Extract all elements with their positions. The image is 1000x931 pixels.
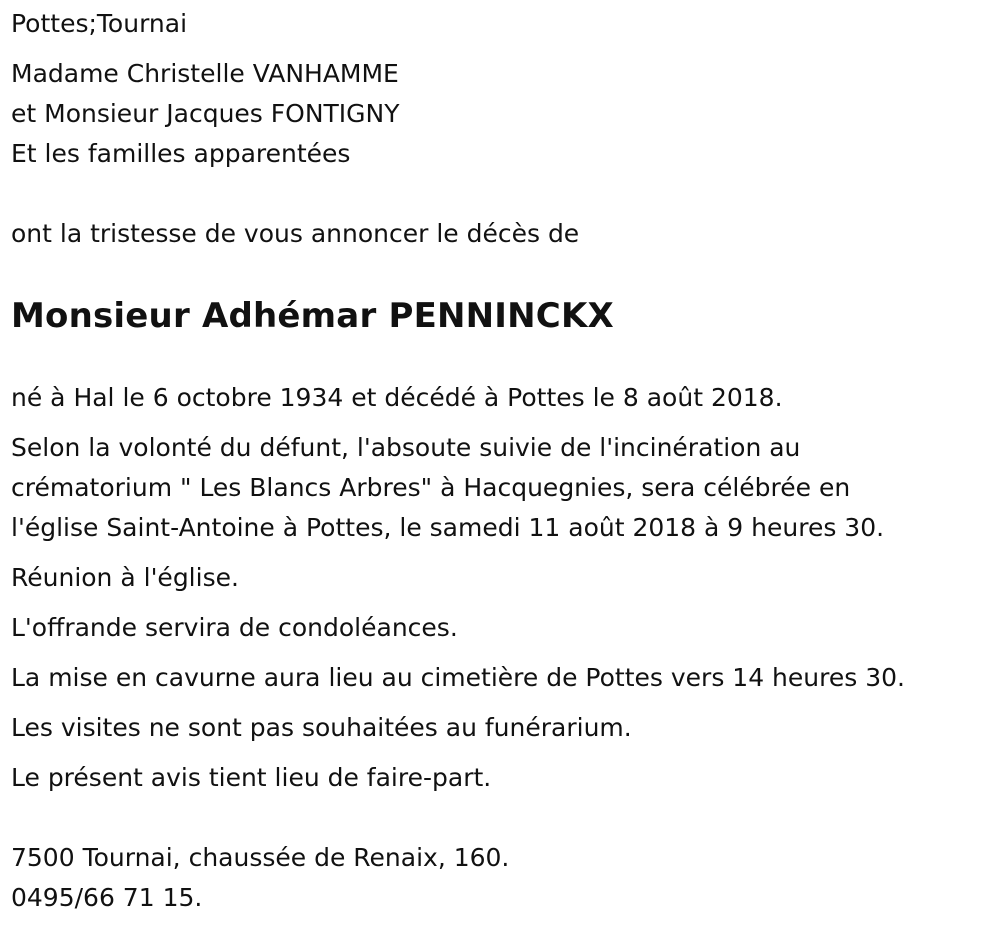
notice-text: Le présent avis tient lieu de faire-part. — [11, 763, 492, 792]
birth-death-text: né à Hal le 6 octobre 1934 et décédé à Pottes le 8 août 2018. — [11, 383, 783, 412]
obituary-notice — [11, 4, 986, 918]
contact-phone: 0495/66 71 15. — [11, 883, 203, 912]
offering-text: L'offrande servira de condoléances. — [11, 613, 458, 642]
family-line-1: Madame Christelle VANHAMME — [11, 59, 399, 88]
contact-address: 7500 Tournai, chaussée de Renaix, 160. — [11, 843, 510, 872]
contact-block — [11, 838, 986, 918]
meeting-text: Réunion à l'église. — [11, 563, 239, 592]
location-header: Pottes;Tournai — [11, 9, 188, 38]
family-line-2: et Monsieur Jacques FONTIGNY — [11, 99, 400, 128]
announcement-text: ont la tristesse de vous annoncer le décès de — [11, 219, 580, 248]
visits-text: Les visites ne sont pas souhaitées au funérarium. — [11, 713, 632, 742]
deceased-name: Monsieur Adhémar PENNINCKX — [11, 296, 614, 336]
ceremony-line-2: crématorium " Les Blancs Arbres" à Hacquegnies, sera célébrée en — [11, 473, 851, 502]
ceremony-line-3: l'église Saint-Antoine à Pottes, le samedi 11 août 2018 à 9 heures 30. — [11, 513, 885, 542]
interment-text: La mise en cavurne aura lieu au cimetière de Pottes vers 14 heures 30. — [11, 663, 905, 692]
family-line-3: Et les familles apparentées — [11, 139, 351, 168]
ceremony-line-1: Selon la volonté du défunt, l'absoute suivie de l'incinération au — [11, 433, 801, 462]
family-block — [11, 54, 986, 174]
ceremony-paragraph — [11, 428, 986, 548]
